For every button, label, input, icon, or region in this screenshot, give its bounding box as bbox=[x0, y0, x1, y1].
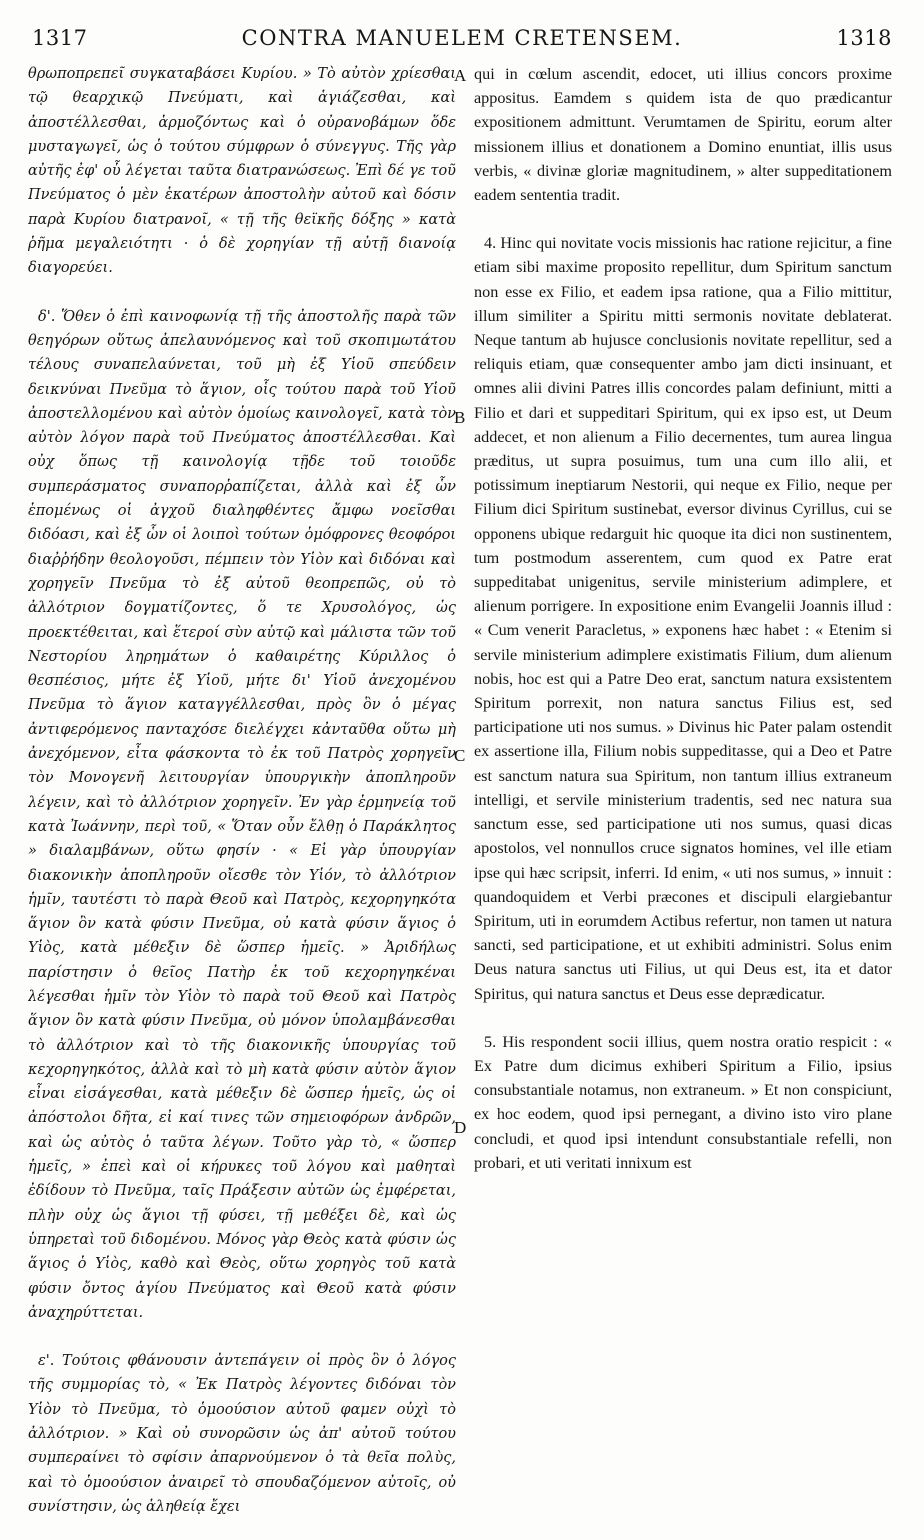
latin-paragraph-1: qui in cœlum ascendit, edocet, uti illius concors proxime appositus. Eamdem s quidem ista de quo prædicantur expositionem admittunt. Verumtamen de Spiritu, eorum alter missionem illius et donationem a Domino enuntiat, illis usus verbis, « divinæ gloriæ magnitudinem, » alter suppeditationem eadem sententia tradit. bbox=[474, 65, 892, 205]
margin-marker-a: A bbox=[454, 66, 467, 85]
margin-marker-d: D bbox=[454, 1118, 467, 1137]
margin-markers bbox=[450, 0, 474, 1540]
latin-paragraph-3: 5. His respondent socii illius, quem nostra oratio respicit : « Ex Patre dum dicimus exhiberi Spiritum a Filio, ipsius consubstantiale notamus, non extraneum. » Et non conspiciunt, ex hoc eodem, quod ipsi pernegant, a divino isto viro plane concludi, et quod ipsi intendunt consubstantiale refelli, non probari, et uti veritati innixum est bbox=[474, 1032, 892, 1172]
greek-paragraph-1: θρωποπρεπεῖ συγκαταβάσει Κυρίου. » Τὸ αὐτὸν χρίεσθαι τῷ θεαρχικῷ Πνεύματι, καὶ ἁγιάζεσθαι, καὶ ἀποστέλλεσθαι, ἁρμοζόντως καὶ ὁ οὐρανοβάμων ὅδε μυσταγωγεῖ, ὡς ὁ τούτου σύμφρων ὁ σύνεγγυς. Τῆς γὰρ αὐτῆς ἐφ' οὗ λέγεται ταῦτα διατρανώσεως. Ἐπὶ δέ γε τοῦ Πνεύματος ὁ μὲν ἑκατέρων ἀποστολὴν αὐτοῦ καὶ δόσιν παρὰ Κυρίου διατρανοῖ, « τῇ τῆς θεϊκῆς δόξης » κατὰ ῥῆμα μεγαλειότητι · ὁ δὲ χορηγίαν τῇ αὐτῇ διανοίᾳ διαγορεύει. bbox=[28, 66, 456, 277]
greek-paragraph-3: ε'. Τούτοις φθάνουσιν ἀντεπάγειν οἱ πρὸς ὃν ὁ λόγος τῆς συμμορίας τὸ, « Ἐκ Πατρὸς λέγοντες διδόναι τὸν Υἱὸν τὸ Πνεῦμα, τὸ ὁμοούσιον αὐτοῦ φαμεν οὐχὶ τὸ ἀλλότριον. » Καὶ οὐ συνορῶσιν ὡς ἀπ' αὐτοῦ τούτου συμπεραίνει τὸ σφίσιν ἀπαρνούμενον ὁ τὰ θεῖα πολὺς, καὶ τὸ ὁμοούσιον ἀναιρεῖ τὸ σπουδαζόμενον αὐτοῖς, οὐ συνίστησιν, ὡς ἀληθείᾳ ἔχει bbox=[28, 1353, 456, 1515]
latin-paragraph-2: 4. Hinc qui novitate vocis missionis hac ratione rejicitur, a fine etiam sibi maxime proposito repellitur, dum Spiritum sanctum non esse ex Filio, et eadem ipsa ratione, qua a Filio mittitur, illum similiter a Spiritu mitti sermonis novitate deblaterat. Neque tantum ab hujusce conclusionis novitate repellitur, sed a reliquis etiam, quæ consequenter ambo jam dicti insinuant, et omnes alii divini Patres illis concordes palam definiunt, mitti a Filio et dari et suppeditari Spiritum, qui ex ipso est, ut Deum addecet, et non alienum a Filio decernentes, tum aurea lingua præditus, ut supra posuimus, tum una cum illo alii, et potissimum ineptiarum Nestorii, qui neque ex Filio, neque per Filium dici Spiritum sustinebat, eversor divinus Cyrillus, cui se opponens ubique redarguit hic quoque ita dici non sustinentem, tum postmodum asserentem, cum quod ex Patre erat suppeditabat unigenitus, servile ministerium adimplere, et alienum porrigere. In expositione enim Evangelii Joannis illud : « Cum venerit Paracletus, » exponens hæc habet : « Etenim si servile ministerium adimplere existimatis Filium, dum alienum nobis, hoc est qui a Patre Deo erat, sanctum natura exsistentem Spiritum porrexit, non natura sanctus Filius est, sed participatione uti nos sumus. » Divinus hic Pater palam ostendit ex assertione illa, Filium nobis suppeditasse, qui a Deo et Patre est sanctum natura sua Spiritum, non tantum illius extraneum intelligi, et servile ministerium tradentis, sed nec natura sua sanctum esse, sed participatione uti nos sumus, quasi dicas apostolos, vel nonnullos cruce signatos homines, vel ille etiam ipse qui hæc scripsit, inferri. Id enim, « uti nos sumus, » innuit : quandoquidem et Verbi præcones et discipuli elargiebantur Spiritum, uti in eorumdem Actibus refertur, non tamen ut natura sancti, sed participatione, et ut exhibiti administri. Solus enim Deus natura sanctus uti Filius, ut qui Deus est, ita et dator Spiritus, qui natura sanctus et Deus esse deprædicatur. bbox=[474, 234, 892, 1003]
page-number-left: 1317 bbox=[32, 26, 88, 50]
greek-column bbox=[28, 62, 456, 1522]
running-title: CONTRA MANUELEM CRETENSEM. bbox=[241, 26, 683, 50]
greek-paragraph-2: δ'. Ὅθεν ὁ ἐπὶ καινοφωνίᾳ τῇ τῆς ἀποστολῆς παρὰ τῶν θεηγόρων οὕτως ἀπελαυνόμενος καὶ τοῦ σκοπιμωτάτου τέλους συναπελαύνεται, τοῦ μὴ ἐξ Υἱοῦ σπεύδειν δεικνύναι Πνεῦμα τὸ ἅγιον, οἷς τούτου παρὰ τοῦ Υἱοῦ ἀποστελλομένου καὶ αὐτὸν ὁμοίως καινολογεῖ, κατὰ τὸν αὐτὸν λόγον παρὰ τοῦ Πνεύματος ἀποστέλλεσθαι. Καὶ οὐχ ὅπως τῇ καινολογίᾳ τῇδε τοῦ τοιοῦδε συμπεράσματος συναπορῥαπίζεται, ἀλλὰ καὶ ἐξ ὧν ἑπομένως οἱ ἀγχοῦ διαληφθέντες ἄμφω νοεῖσθαι διδόασι, καὶ ἐξ ὧν οἱ λοιποὶ τούτων ὁμόφρονες θεοφόροι διαῤῥήδην θεολογοῦσι, πέμπειν τὸν Υἱὸν καὶ διδόναι καὶ χορηγεῖν Πνεῦμα τὸ ἐξ αὐτοῦ θεοπρεπῶς, οὐ τὸ ἀλλότριον δογματίζοντες, ὅ τε Χρυσολόγος, ὡς προεκτέθειται, καὶ ἕτεροί σὺν αὐτῷ καὶ μάλιστα τῶν τοῦ Νεστορίου ληρημάτων ὁ καθαιρέτης Κύριλλος ὁ θεσπέσιος, μήτε ἐξ Υἱοῦ, μήτε δι' Υἱοῦ ἀνεχομένου Πνεῦμα τὸ ἅγιον καταγγέλλεσθαι, πρὸς ὃν ὁ μέγας ἀντιφερόμενος πανταχόσε διελέγχει κἀνταῦθα οὕτω μὴ ἀνεχόμενον, εἶτα φάσκοντα τὸ ἐκ τοῦ Πατρὸς χορηγεῖν τὸν Μονογενῆ λειτουργίαν ὑπουργικὴν ἀποπληροῦν λέγειν, καὶ τὸ ἀλλότριον χορηγεῖν. Ἐν γὰρ ἑρμηνείᾳ τοῦ κατὰ Ἰωάννην, περὶ τοῦ, « Ὅταν οὖν ἔλθῃ ὁ Παράκλητος » διαλαμβάνων, οὕτω φησίν · « Εἰ γὰρ ὑπουργίαν διακονικὴν ἀποπληροῦν οἴεσθε τὸν Υἱόν, τὸ ἀλλότριον ἡμῖν, ταυτέστι τὸ παρὰ Θεοῦ καὶ Πατρὸς, κεχορηγηκότα ἅγιον ὂν κατὰ φύσιν Πνεῦμα, οὐ κατὰ φύσιν ἅγιος ὁ Υἱὸς, κατὰ μέθεξιν δὲ ὥσπερ ἡμεῖς. » Ἀριδήλως παρίστησιν ὁ θεῖος Πατὴρ ἐκ τοῦ κεχορηγηκέναι λέγεσθαι ἡμῖν τὸν Υἱὸν τὸ παρὰ τοῦ Θεοῦ καὶ Πατρὸς ἅγιον ὂν κατὰ φύσιν Πνεῦμα, οὐ μόνον ὑπολαμβάνεσθαι τὸ ἀλλότριον καὶ τὸ τῆς διακονικῆς ὑπουργίας τοῦ κεχορηγηκότος, ἀλλὰ καὶ τὸ μὴ κατὰ φύσιν αὐτὸν ἅγιον εἶναι εἰσάγεσθαι, κατὰ μέθεξιν δὲ ὥσπερ ἡμεῖς, ὡς οἱ ἀπόστολοι δῆτα, εἰ καί τινες τῶν σημειοφόρων ἀνδρῶν, καὶ ὡς αὐτὸς ὁ ταῦτα λέγων. Τοῦτο γὰρ τὸ, « ὥσπερ ἡμεῖς, » ἐπεὶ καὶ οἱ κήρυκες τοῦ λόγου καὶ μαθηταὶ ἐδίδουν τὸ Πνεῦμα, ταῖς Πράξεσιν αὐτῶν ὡς ἐμφέρεται, πλὴν οὐχ ὡς ἅγιοι τῇ φύσει, τῇ μεθέξει δὲ, καὶ ὡς ὑπηρεταὶ τοῦ διδομένου. Μόνος γὰρ Θεὸς κατὰ φύσιν ὡς ἅγιος ὁ Υἱὸς, καθὸ καὶ Θεὸς, οὕτω χορηγὸς τοῦ κατὰ φύσιν ὄντος ἁγίου Πνεύματος καὶ Θεοῦ κατὰ φύσιν ἀναχηρύττεται. bbox=[28, 308, 456, 1321]
margin-marker-c: C bbox=[454, 746, 466, 765]
margin-marker-b: B bbox=[454, 408, 466, 427]
page-number-right: 1318 bbox=[836, 26, 892, 50]
latin-column bbox=[474, 62, 892, 1522]
